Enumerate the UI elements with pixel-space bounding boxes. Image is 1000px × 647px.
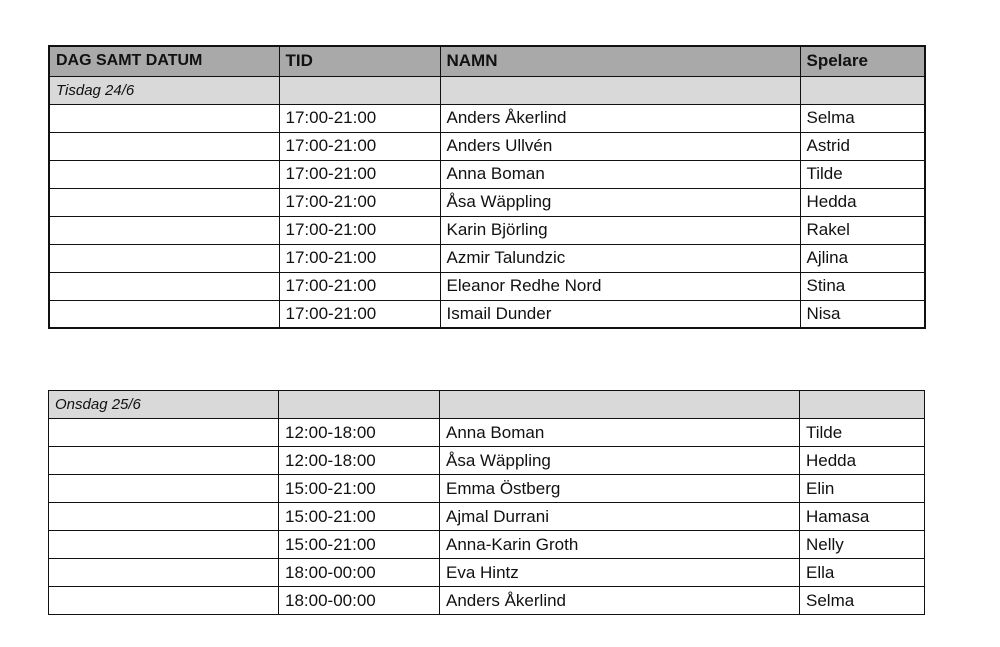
time-cell: 17:00-21:00 [279,216,440,244]
time-cell: 17:00-21:00 [279,272,440,300]
time-cell: 12:00-18:00 [279,447,440,475]
day-cell-empty [49,188,279,216]
player-cell: Selma [800,104,925,132]
player-cell: Elin [800,475,925,503]
name-cell: Eleanor Redhe Nord [440,272,800,300]
player-cell: Nelly [800,531,925,559]
table-row [49,244,925,272]
table-row [49,160,925,188]
schedule-table-wednesday [48,390,925,615]
name-cell: Anna Boman [440,419,800,447]
player-cell: Hamasa [800,503,925,531]
time-cell: 17:00-21:00 [279,300,440,328]
name-cell: Anders Åkerlind [440,104,800,132]
table-row [49,104,925,132]
table-row [49,503,925,531]
time-cell: 17:00-21:00 [279,160,440,188]
time-cell: 12:00-18:00 [279,419,440,447]
name-cell: Anna-Karin Groth [440,531,800,559]
name-cell: Emma Östberg [440,475,800,503]
time-cell: 17:00-21:00 [279,244,440,272]
day-cell-empty [49,587,279,615]
name-cell: Ajmal Durrani [440,503,800,531]
day-cell-empty [49,475,279,503]
table-row [49,587,925,615]
date-row-empty-time [279,391,440,419]
player-cell: Tilde [800,160,925,188]
time-cell: 18:00-00:00 [279,559,440,587]
table-row [49,531,925,559]
time-cell: 18:00-00:00 [279,587,440,615]
player-cell: Ajlina [800,244,925,272]
header-row [49,46,925,76]
player-cell: Selma [800,587,925,615]
name-cell: Azmir Talundzic [440,244,800,272]
day-cell-empty [49,300,279,328]
day-cell-empty [49,531,279,559]
date-row-empty-player [800,76,925,104]
time-cell: 15:00-21:00 [279,475,440,503]
day-cell-empty [49,132,279,160]
day-label: Tisdag 24/6 [49,76,279,104]
header-player: Spelare [800,46,925,76]
name-cell: Karin Björling [440,216,800,244]
table-row [49,188,925,216]
day-label: Onsdag 25/6 [49,391,279,419]
day-cell-empty [49,216,279,244]
table-row [49,475,925,503]
name-cell: Åsa Wäppling [440,188,800,216]
day-cell-empty [49,503,279,531]
date-row-empty-player [800,391,925,419]
time-cell: 17:00-21:00 [279,132,440,160]
day-cell-empty [49,447,279,475]
date-row-empty-name [440,391,800,419]
day-cell-empty [49,559,279,587]
time-cell: 17:00-21:00 [279,104,440,132]
time-cell: 17:00-21:00 [279,188,440,216]
date-row [49,76,925,104]
day-cell-empty [49,160,279,188]
time-cell: 15:00-21:00 [279,531,440,559]
table-row [49,216,925,244]
day-cell-empty [49,244,279,272]
table-row [49,447,925,475]
table-row [49,559,925,587]
name-cell: Anna Boman [440,160,800,188]
day-cell-empty [49,272,279,300]
header-day-date: DAG SAMT DATUM [49,46,279,76]
date-row-empty-time [279,76,440,104]
name-cell: Eva Hintz [440,559,800,587]
player-cell: Ella [800,559,925,587]
player-cell: Hedda [800,447,925,475]
name-cell: Ismail Dunder [440,300,800,328]
header-name: NAMN [440,46,800,76]
name-cell: Åsa Wäppling [440,447,800,475]
player-cell: Rakel [800,216,925,244]
player-cell: Nisa [800,300,925,328]
day-cell-empty [49,419,279,447]
table-row [49,419,925,447]
player-cell: Hedda [800,188,925,216]
date-row-empty-name [440,76,800,104]
table-row [49,272,925,300]
player-cell: Astrid [800,132,925,160]
table-row [49,300,925,328]
date-row [49,391,925,419]
schedule-table-tuesday [48,45,926,329]
player-cell: Tilde [800,419,925,447]
time-cell: 15:00-21:00 [279,503,440,531]
day-cell-empty [49,104,279,132]
header-time: TID [279,46,440,76]
name-cell: Anders Åkerlind [440,587,800,615]
table-row [49,132,925,160]
player-cell: Stina [800,272,925,300]
name-cell: Anders Ullvén [440,132,800,160]
